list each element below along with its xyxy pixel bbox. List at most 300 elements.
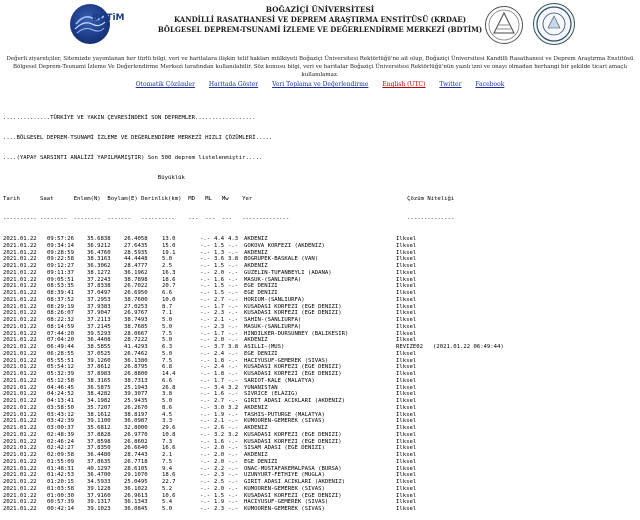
row-latitude: 37.0525 bbox=[87, 350, 111, 357]
row-mw: -.- bbox=[228, 425, 239, 431]
row-latitude: 36.4408 bbox=[87, 337, 111, 344]
row-place: MASUK-(SANLIURFA) bbox=[244, 323, 302, 330]
row-ml: 4.4 bbox=[214, 236, 225, 242]
row-time: 03:00:37 bbox=[47, 425, 74, 431]
row-date: 2021.01.22 bbox=[3, 276, 37, 283]
row-solution: İlksel bbox=[396, 290, 417, 296]
table-row bbox=[3, 317, 637, 324]
row-mw: -.- bbox=[228, 303, 239, 310]
table-row bbox=[3, 297, 637, 304]
row-latitude: 38.5855 bbox=[87, 344, 111, 350]
table-row bbox=[3, 385, 637, 392]
row-time: 08:26:07 bbox=[47, 310, 74, 317]
row-latitude: 36.4700 bbox=[87, 472, 111, 479]
row-latitude: 37.8828 bbox=[87, 431, 111, 438]
row-mw: -.- bbox=[228, 377, 239, 384]
row-place: AKDENIZ bbox=[244, 337, 268, 344]
row-time: 00:57:39 bbox=[47, 499, 74, 506]
row-md: -.- bbox=[200, 337, 211, 344]
row-md: -.- bbox=[200, 499, 211, 506]
row-md: -.- bbox=[200, 371, 211, 377]
institute-title: KANDİLLİ RASATHANESİ VE DEPREM ARAŞTIRMA ENSTİTÜSÜ (KRDAE) bbox=[173, 15, 467, 24]
table-row bbox=[3, 459, 637, 466]
row-latitude: 37.2145 bbox=[87, 323, 111, 330]
row-md: -.- bbox=[200, 317, 211, 323]
row-ml: 2.0 bbox=[214, 337, 225, 344]
table-row bbox=[3, 439, 637, 446]
row-mw: -.- bbox=[228, 506, 239, 512]
row-depth: 2.1 bbox=[162, 452, 173, 458]
row-date: 2021.01.22 bbox=[3, 290, 37, 296]
row-place: EGE DENIZI bbox=[244, 290, 278, 296]
row-ml: 1.6 bbox=[214, 438, 225, 445]
row-date: 2021.01.22 bbox=[3, 411, 37, 418]
row-longitude: 38.7493 bbox=[124, 317, 148, 323]
row-longitude: 26.7462 bbox=[124, 350, 148, 357]
row-time: 09:28:59 bbox=[47, 249, 74, 256]
row-solution: İlksel bbox=[396, 330, 417, 337]
site-header bbox=[0, 0, 640, 48]
row-latitude: 37.2243 bbox=[87, 276, 111, 283]
row-depth: 7.1 bbox=[162, 310, 173, 317]
row-place: KUMOOREN-GEMEREK (SIVAS) bbox=[244, 506, 325, 512]
row-longitude: 28.7222 bbox=[124, 337, 148, 344]
row-solution: İlksel bbox=[396, 350, 417, 357]
row-place: AKDENIZ bbox=[244, 452, 268, 458]
row-time: 01:03:58 bbox=[47, 485, 74, 492]
row-mw: -.- bbox=[228, 465, 239, 472]
row-md: -.- bbox=[200, 242, 211, 249]
row-date: 2021.01.22 bbox=[3, 337, 37, 344]
university-seal-logo[interactable] bbox=[533, 3, 575, 45]
row-depth: 8.6 bbox=[162, 404, 173, 411]
row-mw: 3.8 bbox=[228, 344, 239, 350]
row-place: AKDENIZ bbox=[244, 404, 268, 411]
row-ml: 1.9 bbox=[214, 499, 225, 506]
table-row bbox=[3, 236, 637, 243]
row-latitude: 38.3163 bbox=[87, 256, 111, 263]
row-md: -.- bbox=[200, 350, 211, 357]
row-depth: 5.2 bbox=[162, 485, 173, 492]
row-time: 03:42:39 bbox=[47, 418, 74, 425]
row-place: HINDILKER-DURSUNBEY (BALIKESIR) bbox=[244, 330, 349, 337]
row-place: SARIOT-KALE (MALATYA) bbox=[244, 377, 315, 384]
row-ml: 2.0 bbox=[214, 269, 225, 276]
row-depth: 26.8 bbox=[162, 384, 176, 391]
table-row bbox=[3, 506, 637, 513]
row-solution: İlksel bbox=[396, 269, 417, 276]
row-solution: İlksel bbox=[396, 296, 417, 303]
row-longitude: 28.7443 bbox=[124, 452, 148, 458]
row-depth: 5.4 bbox=[162, 499, 173, 506]
row-place: AKDENIZ bbox=[244, 249, 268, 256]
row-longitude: 39.3077 bbox=[124, 391, 148, 398]
row-mw: -.- bbox=[228, 269, 239, 276]
row-mw: -.- bbox=[228, 283, 239, 290]
row-ml: 2.0 bbox=[214, 452, 225, 458]
row-mw: 4.3 bbox=[228, 236, 239, 242]
row-ml: 1.6 bbox=[214, 391, 225, 398]
table-row bbox=[3, 371, 637, 378]
row-date: 2021.01.22 bbox=[3, 404, 37, 411]
row-time: 01:42:53 bbox=[47, 472, 74, 479]
row-latitude: 39.1023 bbox=[87, 506, 111, 512]
row-date: 2021.01.22 bbox=[3, 492, 37, 499]
row-md: -.- bbox=[200, 438, 211, 445]
row-place: ASILLI-(MUS) bbox=[244, 344, 285, 350]
row-date: 2021.01.22 bbox=[3, 391, 37, 398]
table-row bbox=[3, 432, 637, 439]
row-time: 04:24:52 bbox=[47, 391, 74, 398]
row-solution: İlksel bbox=[396, 485, 417, 492]
row-depth: 7.3 bbox=[162, 438, 173, 445]
row-solution: İlksel bbox=[396, 249, 417, 256]
row-depth: 14.4 bbox=[162, 371, 176, 377]
row-longitude: 26.9767 bbox=[124, 310, 148, 317]
row-place: EGE DENIZI bbox=[244, 350, 278, 357]
row-place: SIVRICE (ELAZIG) bbox=[244, 391, 298, 398]
row-longitude: 38.7313 bbox=[124, 377, 148, 384]
link-veri-toplama[interactable]: Veri Toplama ve Değerlendirme bbox=[272, 81, 369, 88]
table-row bbox=[3, 324, 637, 331]
row-depth: 10.0 bbox=[162, 296, 176, 303]
row-depth: 13.0 bbox=[162, 236, 176, 242]
row-solution: İlksel bbox=[396, 472, 417, 479]
row-date: 2021.01.22 bbox=[3, 317, 37, 323]
row-longitude: 28.5935 bbox=[124, 249, 148, 256]
row-ml: 3.4 bbox=[214, 384, 225, 391]
row-depth: 29.6 bbox=[162, 425, 176, 431]
row-mw: -.- bbox=[228, 472, 239, 479]
list-header-line-1: ..............TÜRKİYE VE YAKIN ÇEVRESİNDEKİ SON DEPREMLER.................. bbox=[3, 114, 256, 121]
table-row bbox=[3, 331, 637, 338]
link-twitter[interactable]: Twitter bbox=[439, 81, 462, 88]
row-date: 2021.01.22 bbox=[3, 499, 37, 506]
row-longitude: 26.8795 bbox=[124, 364, 148, 371]
row-solution: İlksel bbox=[396, 283, 417, 290]
row-depth: 16.3 bbox=[162, 269, 176, 276]
row-date: 2021.01.22 bbox=[3, 425, 37, 431]
row-mw: -.- bbox=[228, 350, 239, 357]
row-latitude: 37.8612 bbox=[87, 364, 111, 371]
table-row bbox=[3, 304, 637, 311]
row-date: 2021.01.22 bbox=[3, 283, 37, 290]
row-time: 06:49:44 bbox=[47, 344, 74, 350]
link-facebook[interactable]: Facebook bbox=[475, 81, 505, 88]
row-solution: İlksel bbox=[396, 377, 417, 384]
row-time: 09:05:51 bbox=[47, 276, 74, 283]
row-mw: -.- bbox=[228, 445, 239, 452]
row-longitude: 26.7022 bbox=[124, 283, 148, 290]
row-solution: İlksel bbox=[396, 263, 417, 269]
link-otomatik-cozumler[interactable]: Otomatik Çözümler bbox=[135, 81, 195, 88]
table-row bbox=[3, 310, 637, 317]
table-row bbox=[3, 479, 637, 486]
row-date: 2021.01.22 bbox=[3, 344, 37, 350]
row-mw: -.- bbox=[228, 418, 239, 425]
row-date: 2021.01.22 bbox=[3, 438, 37, 445]
row-solution: İlksel bbox=[396, 506, 417, 512]
seal-icon bbox=[486, 7, 522, 43]
row-mw: -.- bbox=[228, 458, 239, 465]
row-depth: 4.5 bbox=[162, 411, 173, 418]
row-place: EGE DENIZI bbox=[244, 283, 278, 290]
row-depth: 10.8 bbox=[162, 431, 176, 438]
row-place: GIRIT ADASI ACIKLARI (AKDENIZ) bbox=[244, 398, 346, 404]
row-depth: 5.0 bbox=[162, 337, 173, 344]
row-time: 08:37:52 bbox=[47, 296, 74, 303]
row-place: KUSADASI KORFEZI (EGE DENIZI) bbox=[244, 371, 342, 377]
row-longitude: 38.7600 bbox=[124, 296, 148, 303]
row-longitude: 41.4293 bbox=[124, 344, 148, 350]
row-latitude: 39.1317 bbox=[87, 499, 111, 506]
row-latitude: 37.0497 bbox=[87, 290, 111, 296]
row-solution: İlksel bbox=[396, 323, 417, 330]
row-mw: -.- bbox=[228, 290, 239, 296]
row-ml: 2.3 bbox=[214, 310, 225, 317]
row-ml: 2.4 bbox=[214, 350, 225, 357]
row-depth: 3.8 bbox=[162, 391, 173, 398]
row-latitude: 38.4282 bbox=[87, 391, 111, 398]
row-md: -.- bbox=[200, 323, 211, 330]
row-mw: -.- bbox=[228, 371, 239, 377]
row-mw: -.- bbox=[228, 337, 239, 344]
link-english-utc[interactable]: English (UTC) bbox=[382, 81, 426, 88]
row-latitude: 37.8338 bbox=[87, 283, 111, 290]
row-mw: -.- bbox=[228, 364, 239, 371]
row-date: 2021.01.22 bbox=[3, 263, 37, 269]
row-time: 08:39:41 bbox=[47, 290, 74, 296]
row-place: HACIYUSUF-GEMEREK (SIVAS) bbox=[244, 357, 329, 364]
row-place: ONAC-MUSTAFAKEMALPASA (BURSA) bbox=[244, 465, 342, 472]
row-longitude: 36.1022 bbox=[124, 485, 148, 492]
row-time: 05:55:51 bbox=[47, 357, 74, 364]
row-latitude: 38.1272 bbox=[87, 269, 111, 276]
row-latitude: 36.3062 bbox=[87, 263, 111, 269]
row-depth: 5.0 bbox=[162, 350, 173, 357]
row-md: -.- bbox=[200, 296, 211, 303]
table-row bbox=[3, 290, 637, 297]
row-time: 07:44:20 bbox=[47, 330, 74, 337]
link-haritada-goster[interactable]: Haritada Göster bbox=[208, 81, 259, 88]
row-place: GIRIT ADASI ACIKLARI (AKDENIZ) bbox=[244, 479, 346, 485]
row-longitude: 28.4777 bbox=[124, 263, 148, 269]
row-ml: 1.5 bbox=[214, 290, 225, 296]
row-ml: 1.7 bbox=[214, 377, 225, 384]
row-solution: İlksel bbox=[396, 418, 417, 425]
row-ml: 3.0 bbox=[214, 404, 225, 411]
row-ml: 1.6 bbox=[214, 276, 225, 283]
row-place: KUSADASI KORFEZI (EGE DENIZI) bbox=[244, 431, 342, 438]
row-ml: 1.8 bbox=[214, 357, 225, 364]
row-depth: 9.4 bbox=[162, 465, 173, 472]
row-solution: REVIZE02 (2021.01.22 06:49:44) bbox=[396, 344, 504, 350]
row-latitude: 37.8635 bbox=[87, 458, 111, 465]
row-time: 01:20:15 bbox=[47, 479, 74, 485]
row-longitude: 25.1943 bbox=[124, 384, 148, 391]
row-solution: İlksel bbox=[396, 431, 417, 438]
row-longitude: 26.8602 bbox=[124, 438, 148, 445]
row-mw: -.- bbox=[228, 242, 239, 249]
row-place: KUSADASI KORFEZI (EGE DENIZI) bbox=[244, 492, 342, 499]
row-depth: 5.0 bbox=[162, 323, 173, 330]
row-place: KUSADASI KORFEZI (EGE DENIZI) bbox=[244, 438, 342, 445]
krdae-seal-logo[interactable] bbox=[485, 6, 523, 44]
row-longitude: 26.6950 bbox=[124, 290, 148, 296]
row-depth: 10.6 bbox=[162, 492, 176, 499]
row-mw: -.- bbox=[228, 411, 239, 418]
row-solution: İlksel bbox=[396, 404, 417, 411]
center-title: BÖLGESEL DEPREM-TSUNAMİ İZLEME VE DEĞERLENDİRME MERKEZİ (BDTİM) bbox=[157, 25, 483, 34]
row-ml: 3.6 bbox=[214, 256, 225, 263]
row-time: 05:54:12 bbox=[47, 364, 74, 371]
row-latitude: 34.1982 bbox=[87, 398, 111, 404]
row-mw: -.- bbox=[228, 310, 239, 317]
row-time: 05:32:39 bbox=[47, 371, 74, 377]
row-time: 01:55:09 bbox=[47, 458, 74, 465]
row-solution: İlksel bbox=[396, 276, 417, 283]
row-solution: İlksel bbox=[396, 371, 417, 377]
row-mw: -.- bbox=[228, 479, 239, 485]
row-latitude: 37.9047 bbox=[87, 310, 111, 317]
row-mw: -.- bbox=[228, 317, 239, 323]
row-solution: İlksel bbox=[396, 391, 417, 398]
nav-links bbox=[0, 81, 640, 88]
row-date: 2021.01.22 bbox=[3, 303, 37, 310]
row-ml: 2.1 bbox=[214, 317, 225, 323]
row-place: HORIUM-(SANLIURFA) bbox=[244, 296, 305, 303]
row-md: -.- bbox=[200, 506, 211, 512]
row-solution: İlksel bbox=[396, 479, 417, 485]
row-date: 2021.01.22 bbox=[3, 357, 37, 364]
row-time: 09:22:58 bbox=[47, 256, 74, 263]
university-title: BOĞAZİÇİ ÜNİVERSİTESİ bbox=[265, 5, 375, 14]
table-row bbox=[3, 405, 637, 412]
row-latitude: 37.9160 bbox=[87, 492, 111, 499]
row-depth: 8.7 bbox=[162, 303, 173, 310]
row-depth: 6.3 bbox=[162, 344, 173, 350]
row-depth: 5.0 bbox=[162, 506, 173, 512]
row-time: 01:00:30 bbox=[47, 492, 74, 499]
row-ml: 2.4 bbox=[214, 364, 225, 371]
row-mw: -.- bbox=[228, 263, 239, 269]
row-ml: 1.9 bbox=[214, 411, 225, 418]
row-latitude: 39.1260 bbox=[87, 357, 111, 364]
row-md: -.- bbox=[200, 249, 211, 256]
row-place: BOGRUPEK-BASKALE (VAN) bbox=[244, 256, 319, 263]
row-date: 2021.01.22 bbox=[3, 418, 37, 425]
row-md: -.- bbox=[200, 290, 211, 296]
row-time: 04:46:45 bbox=[47, 384, 74, 391]
row-date: 2021.01.22 bbox=[3, 371, 37, 377]
row-latitude: 36.9212 bbox=[87, 242, 111, 249]
row-longitude: 25.9435 bbox=[124, 398, 148, 404]
row-latitude: 39.1100 bbox=[87, 418, 111, 425]
row-date: 2021.01.22 bbox=[3, 269, 37, 276]
row-time: 01:48:31 bbox=[47, 465, 74, 472]
row-mw: 3.2 bbox=[228, 404, 239, 411]
row-date: 2021.01.22 bbox=[3, 485, 37, 492]
row-time: 02:48:39 bbox=[47, 431, 74, 438]
row-md: -.- bbox=[200, 452, 211, 458]
table-row bbox=[3, 351, 637, 358]
row-longitude: 29.1070 bbox=[124, 472, 148, 479]
row-mw: -.- bbox=[228, 276, 239, 283]
column-headers: Tarih Saat Enlem(N) Boylam(E) Derinlik(km) MD ML Mw Yer Çözüm Niteliği bbox=[3, 195, 455, 202]
row-time: 02:09:58 bbox=[47, 452, 74, 458]
row-solution: İlksel bbox=[396, 256, 417, 263]
table-row bbox=[3, 391, 637, 398]
row-solution: İlksel bbox=[396, 452, 417, 458]
row-ml: 2.3 bbox=[214, 472, 225, 479]
row-md: -.- bbox=[200, 485, 211, 492]
row-time: 02:42:27 bbox=[47, 445, 74, 452]
table-row bbox=[3, 283, 637, 290]
row-depth: 16.6 bbox=[162, 445, 176, 452]
row-solution: İlksel bbox=[396, 411, 417, 418]
row-place: SAHIN-(SANLIURFA) bbox=[244, 317, 302, 323]
row-longitude: 25.0495 bbox=[124, 479, 148, 485]
row-ml: 2.0 bbox=[214, 445, 225, 452]
row-date: 2021.01.22 bbox=[3, 249, 37, 256]
row-place: KUMOOREN-GEMEREK (SIVAS) bbox=[244, 485, 325, 492]
row-depth: 7.5 bbox=[162, 357, 173, 364]
row-ml: 2.7 bbox=[214, 296, 225, 303]
row-place: KUMOOREN-GEMEREK (SIVAS) bbox=[244, 418, 325, 425]
row-ml: 1.5 bbox=[214, 492, 225, 499]
row-time: 05:12:58 bbox=[47, 377, 74, 384]
copyright-disclaimer: Değerli ziyaretçiler, Sitemizde yayımlanan her türlü bilgi, veri ve haritalara ilişkin telif hakları mülkiyeti Boğaziçi Üniversitesi Rektörlüğü'ne ait olup, Boğaziçi Üniversitesi Kandilli Rasathanesi ve Deprem Araştırma Enstitüsü Bölgesel Deprem-Tsunami İzleme Ve Değerlendirme Merkezi tarafından kullanılabilir. Söz konusu bilgi, veri ve haritalar Boğaziçi Üniversitesi Rektörlüğü'nün yazılı izni ve onayı olmadan herhangi bir şekilde ticari amaçlı kullanılamaz. bbox=[6, 56, 634, 78]
row-date: 2021.01.22 bbox=[3, 330, 37, 337]
row-date: 2021.01.22 bbox=[3, 479, 37, 485]
table-row bbox=[3, 344, 637, 351]
row-ml: 2.0 bbox=[214, 458, 225, 465]
table-row bbox=[3, 337, 637, 344]
row-mw: 3.8 bbox=[228, 256, 239, 263]
row-place: TASHIS-PUTURGE (MALATYA) bbox=[244, 411, 325, 418]
row-latitude: 36.4760 bbox=[87, 249, 111, 256]
row-solution: İlksel bbox=[396, 303, 417, 310]
row-md: -.- bbox=[200, 418, 211, 425]
row-time: 09:11:37 bbox=[47, 269, 74, 276]
row-longitude: 44.4448 bbox=[124, 256, 148, 263]
row-md: -.- bbox=[200, 269, 211, 276]
row-md: -.- bbox=[200, 236, 211, 242]
earthquake-list bbox=[3, 101, 637, 520]
row-ml: 2.6 bbox=[214, 425, 225, 431]
table-row bbox=[3, 452, 637, 459]
row-place: MASUK-(SANLIURFA) bbox=[244, 276, 302, 283]
table-row bbox=[3, 270, 637, 277]
row-date: 2021.01.22 bbox=[3, 458, 37, 465]
row-date: 2021.01.22 bbox=[3, 256, 37, 263]
row-date: 2021.01.22 bbox=[3, 445, 37, 452]
row-md: -.- bbox=[200, 445, 211, 452]
row-md: -.- bbox=[200, 310, 211, 317]
row-date: 2021.01.22 bbox=[3, 242, 37, 249]
row-longitude: 26.2670 bbox=[124, 404, 148, 411]
row-md: -.- bbox=[200, 458, 211, 465]
row-md: -.- bbox=[200, 364, 211, 371]
row-latitude: 37.8983 bbox=[87, 371, 111, 377]
list-header-line-2: ....BÖLGESEL DEPREM-TSUNAMİ İZLEME VE DEĞERLENDİRME MERKEZİ HIZLI ÇÖZÜMLERİ..... bbox=[3, 134, 273, 141]
row-mw: -.- bbox=[228, 485, 239, 492]
row-solution: İlksel bbox=[396, 242, 417, 249]
row-md: -.- bbox=[200, 344, 211, 350]
table-row bbox=[3, 499, 637, 506]
row-mw: 3.2 bbox=[228, 384, 239, 391]
row-depth: 7.5 bbox=[162, 458, 173, 465]
